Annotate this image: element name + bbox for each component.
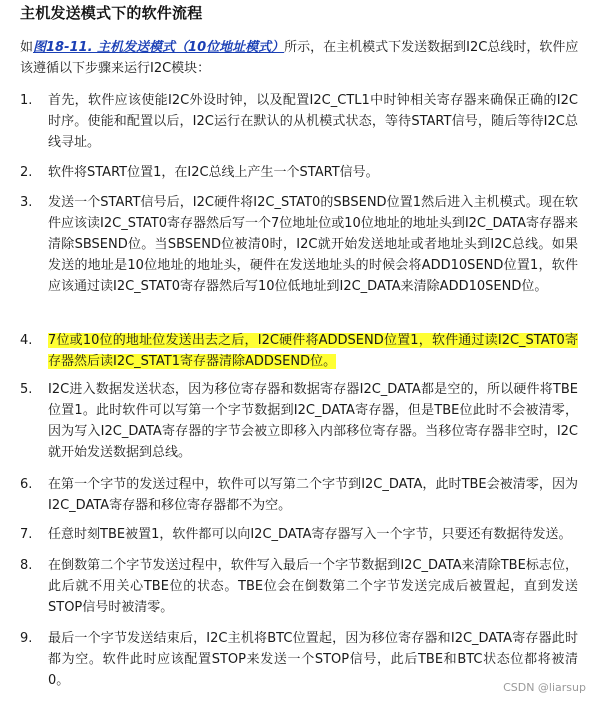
step-text: 首先，软件应该使能I2C外设时钟，以及配置I2C_CTL1中时钟相关寄存器来确保正确的I2C时序。使能和配置以后，I2C运行在默认的从机模式状态，等待START信号，随后等待I2C总线寻址。 bbox=[48, 93, 578, 150]
step-text: 发送一个START信号后，I2C硬件将I2C_STAT0的SBSEND位置1然后进入主机模式。现在软件应该读I2C_STAT0寄存器然后写一个7位地址位或10位地址的地址头到I2C_DATA寄存器来清除SBSEND位。当SBSEND位被清0时，I2C就开始发送地址或者地址头到I2C总线。如果发送的地址是10位地址的地址头，硬件在发送地址头的时候会将ADD10SEND位置1，软件应该通过读I2C_STAT0寄存器然后写10位低地址到I2C_DATA来清除ADD10SEND位。 bbox=[48, 195, 578, 294]
step-text: 在第一个字节的发送过程中，软件可以写第二个字节到I2C_DATA，此时TBE会被清零，因为I2C_DATA寄存器和移位寄存器都不为空。 bbox=[48, 477, 578, 513]
step-number: 5. bbox=[20, 382, 33, 397]
intro-prefix: 如 bbox=[20, 40, 34, 55]
step-number: 2. bbox=[20, 165, 33, 180]
step-number: 8. bbox=[20, 558, 33, 573]
step-number: 3. bbox=[20, 195, 33, 210]
figure-link[interactable]: 图18-11. 主机发送模式（10位地址模式） bbox=[33, 40, 285, 55]
step-number: 6. bbox=[20, 477, 33, 492]
intro-paragraph bbox=[20, 37, 580, 79]
intro-suffix: 所示，在主机模式下发送数据到I2C总线时，软件应该遵循以下步骤来运行I2C模块： bbox=[20, 40, 579, 76]
step-number: 7. bbox=[20, 527, 33, 542]
step-text: 最后一个字节发送结束后，I2C主机将BTC位置起，因为移位寄存器和I2C_DATA寄存器此时都为空。软件此时应该配置STOP来发送一个STOP信号，此后TBE和BTC状态位都将被清0。 bbox=[48, 631, 578, 688]
section-title: 主机发送模式下的软件流程 bbox=[20, 4, 203, 22]
step-text: 任意时刻TBE被置1，软件都可以向I2C_DATA寄存器写入一个字节，只要还有数据待发送。 bbox=[48, 527, 572, 542]
step-text: 软件将START位置1，在I2C总线上产生一个START信号。 bbox=[48, 165, 379, 180]
step-text-highlighted bbox=[48, 330, 578, 372]
step-number: 4. bbox=[20, 333, 33, 348]
highlighted-text: 7位或10位的地址位发送出去之后，I2C硬件将ADDSEND位置1，软件通过读I2C_STAT0寄存器然后读I2C_STAT1寄存器清除ADDSEND位。 bbox=[48, 333, 578, 369]
step-text: 在倒数第二个字节发送过程中，软件写入最后一个字节数据到I2C_DATA来清除TBE标志位，此后就不用关心TBE位的状态。TBE位会在倒数第二个字节发送完成后被置起，直到发送STOP信号时被清零。 bbox=[48, 558, 578, 615]
step-text: I2C进入数据发送状态，因为移位寄存器和数据寄存器I2C_DATA都是空的，所以硬件将TBE位置1。此时软件可以写第一个字节数据到I2C_DATA寄存器，但是TBE位此时不会被清零，因为写入I2C_DATA寄存器的字节会被立即移入内部移位寄存器。当移位寄存器非空时，I2C就开始发送数据到总线。 bbox=[48, 382, 578, 460]
step-number: 1. bbox=[20, 93, 33, 108]
csdn-watermark: CSDN @liarsup bbox=[503, 681, 586, 694]
step-number: 9. bbox=[20, 631, 33, 646]
